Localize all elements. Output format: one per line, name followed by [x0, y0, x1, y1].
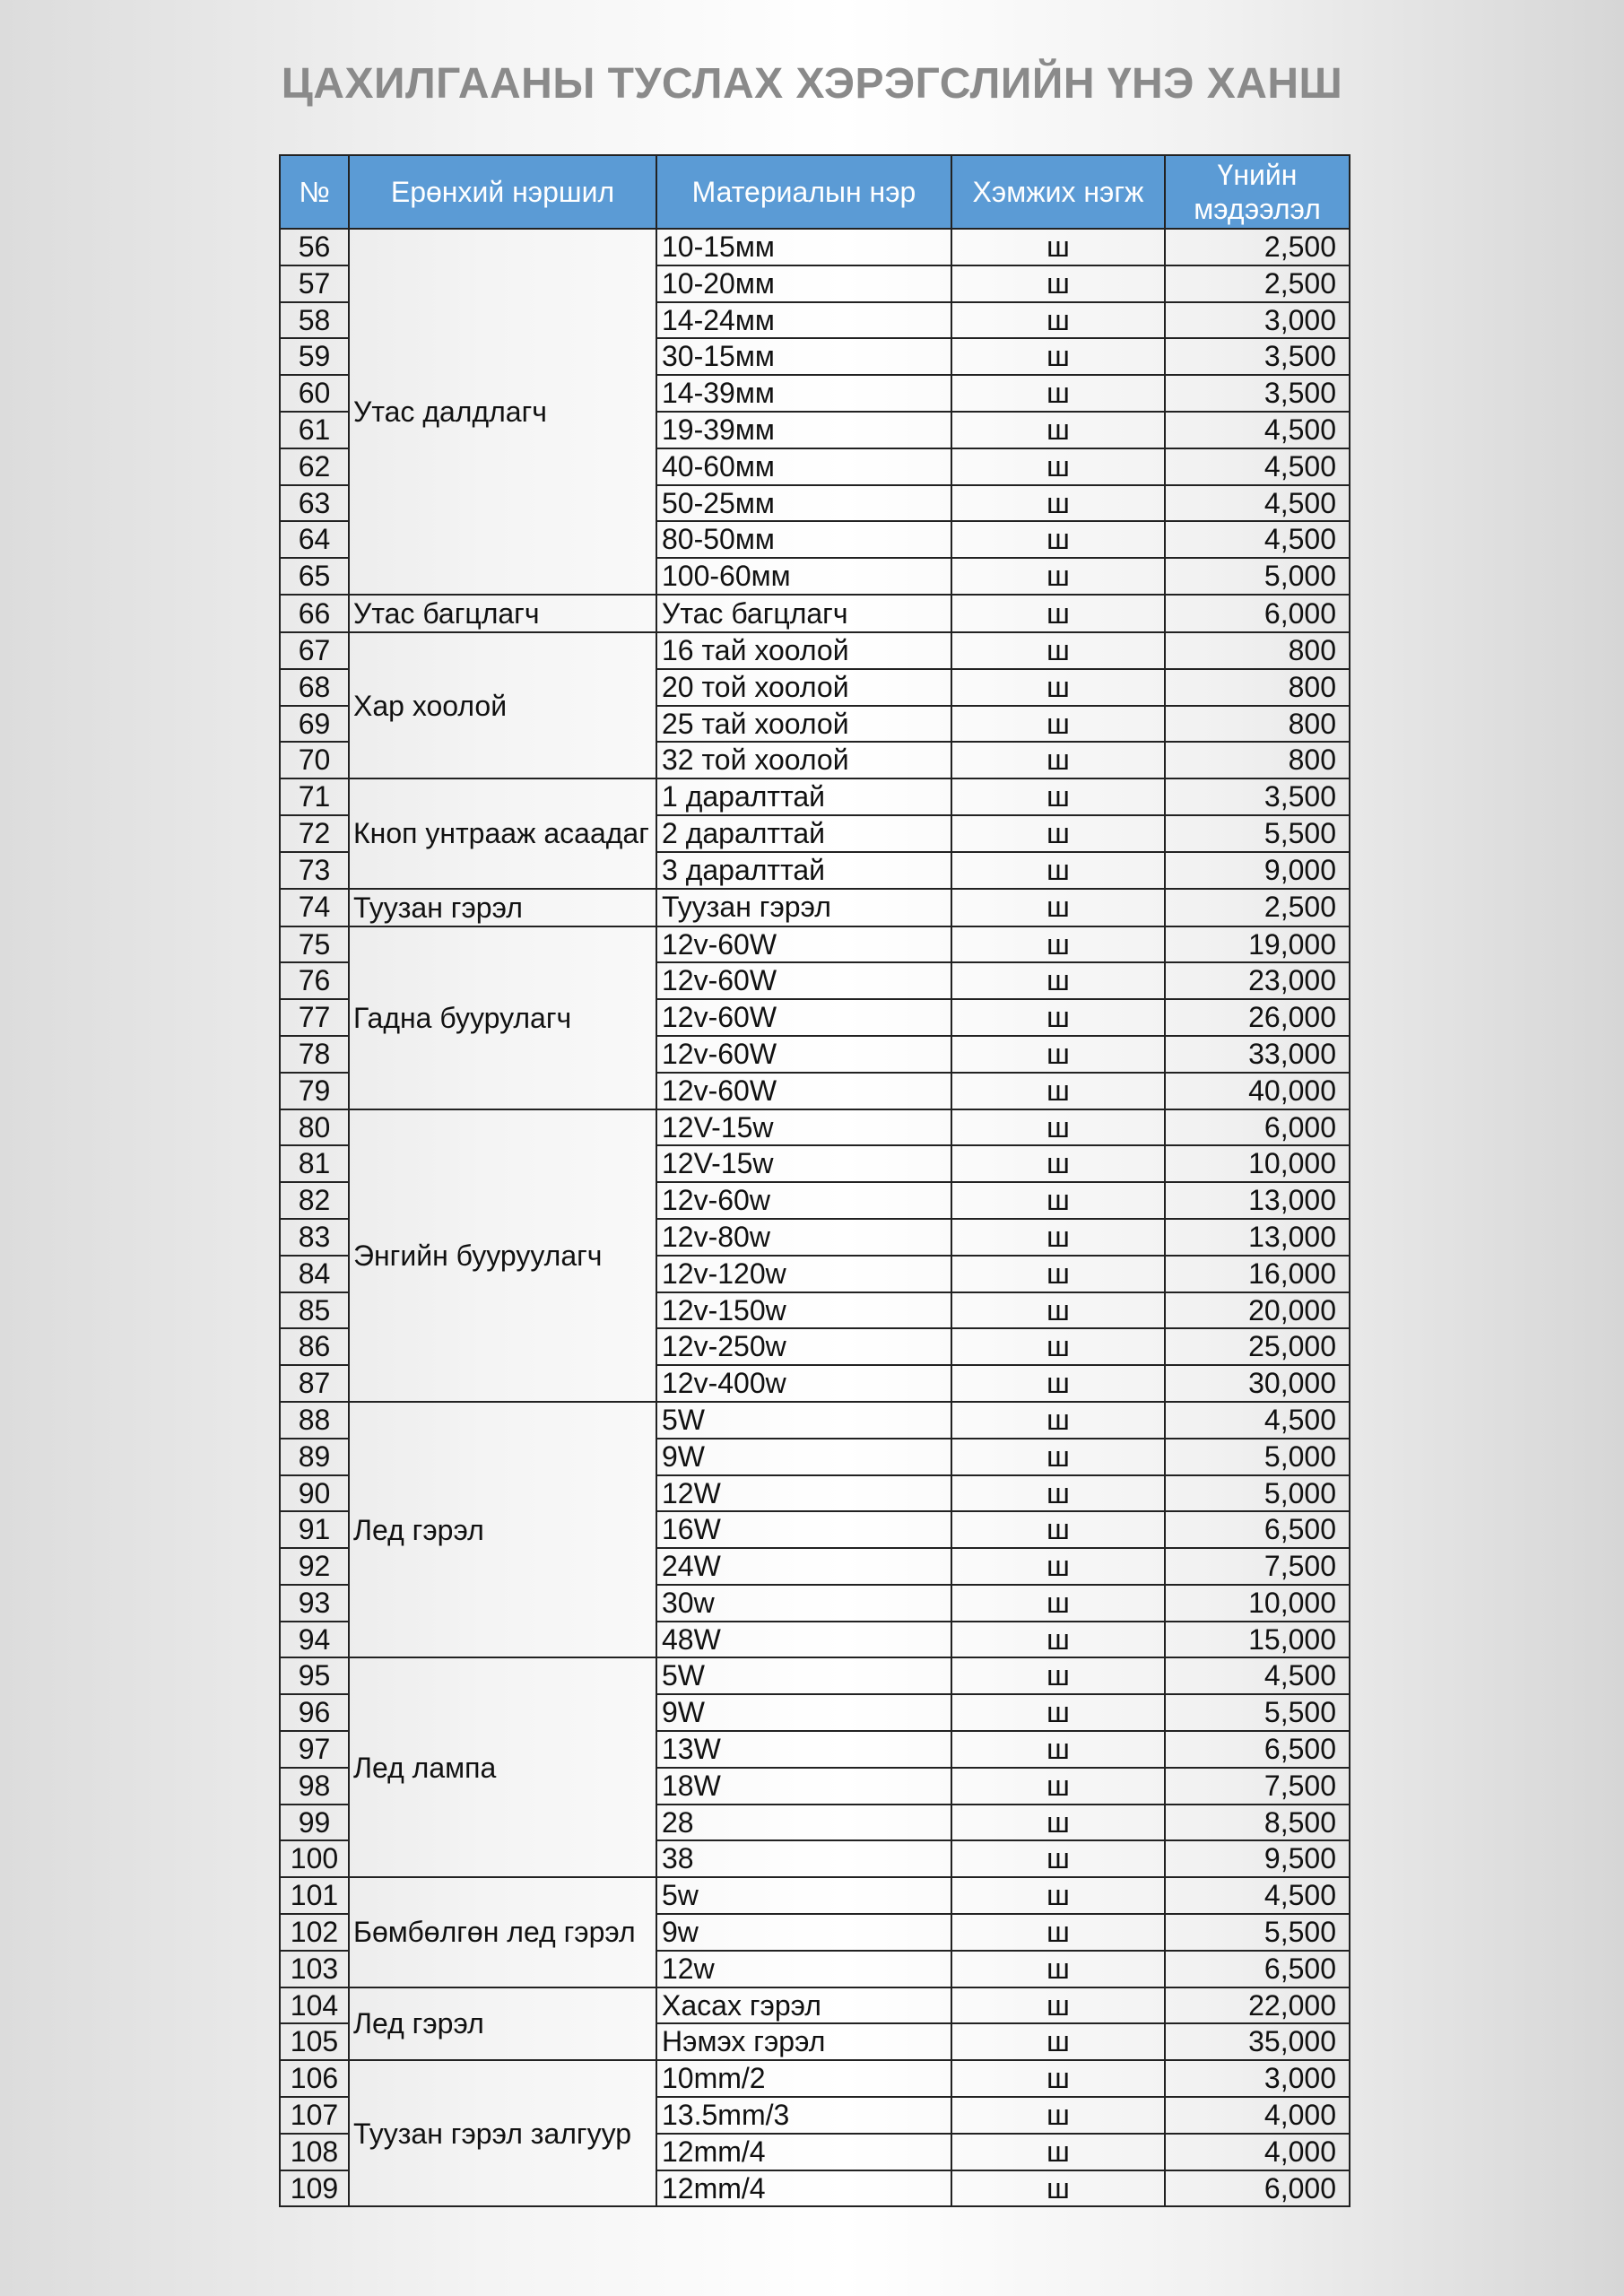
material-name-cell: 32 той хоолой [656, 742, 951, 778]
row-number-cell: 90 [280, 1475, 349, 1512]
row-number-cell: 67 [280, 632, 349, 669]
unit-cell: ш [951, 778, 1165, 815]
price-cell: 25,000 [1165, 1328, 1350, 1365]
price-cell: 15,000 [1165, 1622, 1350, 1658]
unit-cell: ш [951, 742, 1165, 778]
material-name-cell: 16 тай хоолой [656, 632, 951, 669]
row-number-cell: 81 [280, 1145, 349, 1182]
general-name-cell: Хар хоолой [349, 632, 656, 778]
price-cell: 2,500 [1165, 889, 1350, 926]
material-name-cell: 24W [656, 1548, 951, 1585]
unit-cell: ш [951, 852, 1165, 889]
material-name-cell: 38 [656, 1840, 951, 1877]
material-name-cell: 12v-120w [656, 1256, 951, 1292]
unit-cell: ш [951, 999, 1165, 1036]
unit-cell: ш [951, 1073, 1165, 1109]
unit-cell: ш [951, 669, 1165, 706]
unit-cell: ш [951, 595, 1165, 632]
general-name-cell: Лед гэрэл [349, 1402, 656, 1658]
row-number-cell: 70 [280, 742, 349, 778]
header-unit: Хэмжих нэгж [951, 155, 1165, 229]
unit-cell: ш [951, 338, 1165, 375]
unit-cell: ш [951, 1292, 1165, 1329]
general-name-cell: Лед гэрэл [349, 1987, 656, 2061]
material-name-cell: 10mm/2 [656, 2060, 951, 2097]
table-row [280, 1109, 1350, 1146]
row-number-cell: 56 [280, 229, 349, 265]
unit-cell: ш [951, 1256, 1165, 1292]
unit-cell: ш [951, 815, 1165, 852]
row-number-cell: 99 [280, 1805, 349, 1841]
general-name-cell: Утас далдлагч [349, 229, 656, 595]
price-cell: 33,000 [1165, 1036, 1350, 1073]
unit-cell: ш [951, 229, 1165, 265]
unit-cell: ш [951, 926, 1165, 963]
general-name-cell: Утас багцлагч [349, 595, 656, 632]
material-name-cell: Хасах гэрэл [656, 1987, 951, 2024]
row-number-cell: 86 [280, 1328, 349, 1365]
row-number-cell: 60 [280, 375, 349, 412]
price-cell: 3,500 [1165, 778, 1350, 815]
unit-cell: ш [951, 558, 1165, 595]
unit-cell: ш [951, 1657, 1165, 1694]
unit-cell: ш [951, 1805, 1165, 1841]
table-row [280, 1987, 1350, 2024]
material-name-cell: 40-60мм [656, 448, 951, 485]
row-number-cell: 69 [280, 706, 349, 743]
row-number-cell: 105 [280, 2023, 349, 2060]
unit-cell: ш [951, 412, 1165, 448]
material-name-cell: 13W [656, 1731, 951, 1768]
material-name-cell: 12w [656, 1951, 951, 1987]
price-cell: 9,000 [1165, 852, 1350, 889]
unit-cell: ш [951, 1219, 1165, 1256]
row-number-cell: 68 [280, 669, 349, 706]
row-number-cell: 98 [280, 1768, 349, 1805]
price-cell: 800 [1165, 706, 1350, 743]
material-name-cell: 28 [656, 1805, 951, 1841]
row-number-cell: 87 [280, 1365, 349, 1402]
price-cell: 23,000 [1165, 962, 1350, 999]
row-number-cell: 89 [280, 1439, 349, 1475]
row-number-cell: 94 [280, 1622, 349, 1658]
row-number-cell: 74 [280, 889, 349, 926]
table-row [280, 2060, 1350, 2097]
material-name-cell: 12v-60W [656, 926, 951, 963]
table-row [280, 926, 1350, 963]
material-name-cell: Утас багцлагч [656, 595, 951, 632]
price-cell: 16,000 [1165, 1256, 1350, 1292]
material-name-cell: 12W [656, 1475, 951, 1512]
price-cell: 13,000 [1165, 1182, 1350, 1219]
row-number-cell: 101 [280, 1877, 349, 1914]
row-number-cell: 103 [280, 1951, 349, 1987]
price-cell: 5,500 [1165, 1694, 1350, 1731]
price-cell: 6,000 [1165, 2170, 1350, 2207]
material-name-cell: 14-24мм [656, 302, 951, 339]
material-name-cell: 12v-60W [656, 962, 951, 999]
unit-cell: ш [951, 2060, 1165, 2097]
row-number-cell: 85 [280, 1292, 349, 1329]
row-number-cell: 76 [280, 962, 349, 999]
unit-cell: ш [951, 1548, 1165, 1585]
material-name-cell: 9W [656, 1694, 951, 1731]
price-cell: 19,000 [1165, 926, 1350, 963]
unit-cell: ш [951, 1840, 1165, 1877]
price-cell: 35,000 [1165, 2023, 1350, 2060]
row-number-cell: 71 [280, 778, 349, 815]
material-name-cell: 12v-60w [656, 1182, 951, 1219]
table-row [280, 595, 1350, 632]
unit-cell: ш [951, 1585, 1165, 1622]
material-name-cell: 19-39мм [656, 412, 951, 448]
price-cell: 3,000 [1165, 302, 1350, 339]
price-cell: 5,000 [1165, 558, 1350, 595]
unit-cell: ш [951, 521, 1165, 558]
unit-cell: ш [951, 632, 1165, 669]
material-name-cell: 12v-80w [656, 1219, 951, 1256]
row-number-cell: 84 [280, 1256, 349, 1292]
table-row [280, 889, 1350, 926]
row-number-cell: 82 [280, 1182, 349, 1219]
price-cell: 7,500 [1165, 1768, 1350, 1805]
row-number-cell: 73 [280, 852, 349, 889]
unit-cell: ш [951, 1036, 1165, 1073]
row-number-cell: 88 [280, 1402, 349, 1439]
price-cell: 6,000 [1165, 1109, 1350, 1146]
general-name-cell: Лед лампа [349, 1657, 656, 1877]
unit-cell: ш [951, 1365, 1165, 1402]
row-number-cell: 59 [280, 338, 349, 375]
material-name-cell: 5w [656, 1877, 951, 1914]
material-name-cell: 25 тай хоолой [656, 706, 951, 743]
price-cell: 4,500 [1165, 1877, 1350, 1914]
unit-cell: ш [951, 1511, 1165, 1548]
unit-cell: ш [951, 889, 1165, 926]
row-number-cell: 97 [280, 1731, 349, 1768]
unit-cell: ш [951, 1951, 1165, 1987]
material-name-cell: 100-60мм [656, 558, 951, 595]
price-cell: 3,500 [1165, 338, 1350, 375]
material-name-cell: 12v-150w [656, 1292, 951, 1329]
material-name-cell: 5W [656, 1402, 951, 1439]
material-name-cell: 10-15мм [656, 229, 951, 265]
row-number-cell: 93 [280, 1585, 349, 1622]
material-name-cell: 12mm/4 [656, 2170, 951, 2207]
price-cell: 3,000 [1165, 2060, 1350, 2097]
material-name-cell: 30w [656, 1585, 951, 1622]
material-name-cell: 9W [656, 1439, 951, 1475]
unit-cell: ш [951, 375, 1165, 412]
table-row [280, 1402, 1350, 1439]
row-number-cell: 63 [280, 485, 349, 522]
row-number-cell: 66 [280, 595, 349, 632]
price-cell: 9,500 [1165, 1840, 1350, 1877]
material-name-cell: 30-15мм [656, 338, 951, 375]
unit-cell: ш [951, 448, 1165, 485]
price-cell: 6,000 [1165, 595, 1350, 632]
row-number-cell: 102 [280, 1914, 349, 1951]
unit-cell: ш [951, 265, 1165, 302]
price-cell: 4,500 [1165, 1402, 1350, 1439]
material-name-cell: 12V-15w [656, 1145, 951, 1182]
page-title: ЦАХИЛГААНЫ ТУСЛАХ ХЭРЭГСЛИЙН ҮНЭ ХАНШ [281, 60, 1343, 108]
price-cell: 4,000 [1165, 2097, 1350, 2134]
header-number: № [280, 155, 349, 229]
header-material-name: Материалын нэр [656, 155, 951, 229]
unit-cell: ш [951, 1109, 1165, 1146]
general-name-cell: Бөмбөлгөн лед гэрэл [349, 1877, 656, 1987]
header-price: Үнийн мэдээлэл [1165, 155, 1350, 229]
row-number-cell: 104 [280, 1987, 349, 2024]
unit-cell: ш [951, 1987, 1165, 2024]
row-number-cell: 109 [280, 2170, 349, 2207]
material-name-cell: 12mm/4 [656, 2134, 951, 2170]
row-number-cell: 95 [280, 1657, 349, 1694]
material-name-cell: 3 даралттай [656, 852, 951, 889]
material-name-cell: 50-25мм [656, 485, 951, 522]
table-body [280, 229, 1350, 2206]
price-cell: 2,500 [1165, 265, 1350, 302]
table-row [280, 778, 1350, 815]
material-name-cell: 12v-250w [656, 1328, 951, 1365]
material-name-cell: 13.5mm/3 [656, 2097, 951, 2134]
table-row [280, 229, 1350, 265]
material-name-cell: 12v-60W [656, 1036, 951, 1073]
row-number-cell: 108 [280, 2134, 349, 2170]
row-number-cell: 107 [280, 2097, 349, 2134]
row-number-cell: 106 [280, 2060, 349, 2097]
unit-cell: ш [951, 1877, 1165, 1914]
price-cell: 4,500 [1165, 448, 1350, 485]
price-cell: 800 [1165, 669, 1350, 706]
material-name-cell: 48W [656, 1622, 951, 1658]
row-number-cell: 91 [280, 1511, 349, 1548]
material-name-cell: 12V-15w [656, 1109, 951, 1146]
material-name-cell: Туузан гэрэл [656, 889, 951, 926]
unit-cell: ш [951, 1145, 1165, 1182]
row-number-cell: 77 [280, 999, 349, 1036]
material-name-cell: 10-20мм [656, 265, 951, 302]
row-number-cell: 65 [280, 558, 349, 595]
unit-cell: ш [951, 302, 1165, 339]
row-number-cell: 75 [280, 926, 349, 963]
table-row [280, 632, 1350, 669]
material-name-cell: 18W [656, 1768, 951, 1805]
material-name-cell: 5W [656, 1657, 951, 1694]
row-number-cell: 78 [280, 1036, 349, 1073]
material-name-cell: 1 даралттай [656, 778, 951, 815]
general-name-cell: Туузан гэрэл залгуур [349, 2060, 656, 2206]
general-name-cell: Кноп унтрааж асаадаг [349, 778, 656, 888]
unit-cell: ш [951, 2097, 1165, 2134]
price-cell: 8,500 [1165, 1805, 1350, 1841]
row-number-cell: 92 [280, 1548, 349, 1585]
price-cell: 4,500 [1165, 485, 1350, 522]
unit-cell: ш [951, 706, 1165, 743]
row-number-cell: 72 [280, 815, 349, 852]
unit-cell: ш [951, 1622, 1165, 1658]
material-name-cell: 80-50мм [656, 521, 951, 558]
row-number-cell: 64 [280, 521, 349, 558]
material-name-cell: 2 даралттай [656, 815, 951, 852]
price-cell: 22,000 [1165, 1987, 1350, 2024]
material-name-cell: 12v-400w [656, 1365, 951, 1402]
general-name-cell: Туузан гэрэл [349, 889, 656, 926]
header-general-name: Ерөнхий нэршил [349, 155, 656, 229]
unit-cell: ш [951, 1328, 1165, 1365]
price-cell: 40,000 [1165, 1073, 1350, 1109]
price-cell: 6,500 [1165, 1731, 1350, 1768]
unit-cell: ш [951, 2170, 1165, 2207]
price-cell: 2,500 [1165, 229, 1350, 265]
price-cell: 5,500 [1165, 815, 1350, 852]
price-cell: 20,000 [1165, 1292, 1350, 1329]
row-number-cell: 83 [280, 1219, 349, 1256]
unit-cell: ш [951, 1402, 1165, 1439]
price-cell: 5,500 [1165, 1914, 1350, 1951]
price-cell: 6,500 [1165, 1951, 1350, 1987]
unit-cell: ш [951, 1694, 1165, 1731]
price-cell: 3,500 [1165, 375, 1350, 412]
material-name-cell: 9w [656, 1914, 951, 1951]
material-name-cell: 20 той хоолой [656, 669, 951, 706]
price-table [279, 154, 1350, 2207]
price-cell: 26,000 [1165, 999, 1350, 1036]
general-name-cell: Энгийн бууруулагч [349, 1109, 656, 1402]
price-cell: 5,000 [1165, 1475, 1350, 1512]
unit-cell: ш [951, 1182, 1165, 1219]
unit-cell: ш [951, 1439, 1165, 1475]
material-name-cell: 12v-60W [656, 1073, 951, 1109]
row-number-cell: 100 [280, 1840, 349, 1877]
unit-cell: ш [951, 1475, 1165, 1512]
row-number-cell: 80 [280, 1109, 349, 1146]
price-cell: 4,500 [1165, 521, 1350, 558]
table-row [280, 1657, 1350, 1694]
price-cell: 5,000 [1165, 1439, 1350, 1475]
price-cell: 7,500 [1165, 1548, 1350, 1585]
unit-cell: ш [951, 485, 1165, 522]
general-name-cell: Гадна буурулагч [349, 926, 656, 1109]
price-cell: 4,500 [1165, 1657, 1350, 1694]
row-number-cell: 57 [280, 265, 349, 302]
unit-cell: ш [951, 2023, 1165, 2060]
material-name-cell: 12v-60W [656, 999, 951, 1036]
price-cell: 4,000 [1165, 2134, 1350, 2170]
unit-cell: ш [951, 1914, 1165, 1951]
unit-cell: ш [951, 1731, 1165, 1768]
row-number-cell: 61 [280, 412, 349, 448]
unit-cell: ш [951, 962, 1165, 999]
row-number-cell: 62 [280, 448, 349, 485]
row-number-cell: 58 [280, 302, 349, 339]
price-cell: 800 [1165, 632, 1350, 669]
row-number-cell: 96 [280, 1694, 349, 1731]
material-name-cell: 14-39мм [656, 375, 951, 412]
table-header-row [280, 155, 1350, 229]
price-cell: 800 [1165, 742, 1350, 778]
price-cell: 13,000 [1165, 1219, 1350, 1256]
unit-cell: ш [951, 1768, 1165, 1805]
price-cell: 10,000 [1165, 1585, 1350, 1622]
material-name-cell: Нэмэх гэрэл [656, 2023, 951, 2060]
price-cell: 4,500 [1165, 412, 1350, 448]
price-cell: 10,000 [1165, 1145, 1350, 1182]
price-cell: 30,000 [1165, 1365, 1350, 1402]
unit-cell: ш [951, 2134, 1165, 2170]
table-row [280, 1877, 1350, 1914]
price-cell: 6,500 [1165, 1511, 1350, 1548]
material-name-cell: 16W [656, 1511, 951, 1548]
row-number-cell: 79 [280, 1073, 349, 1109]
